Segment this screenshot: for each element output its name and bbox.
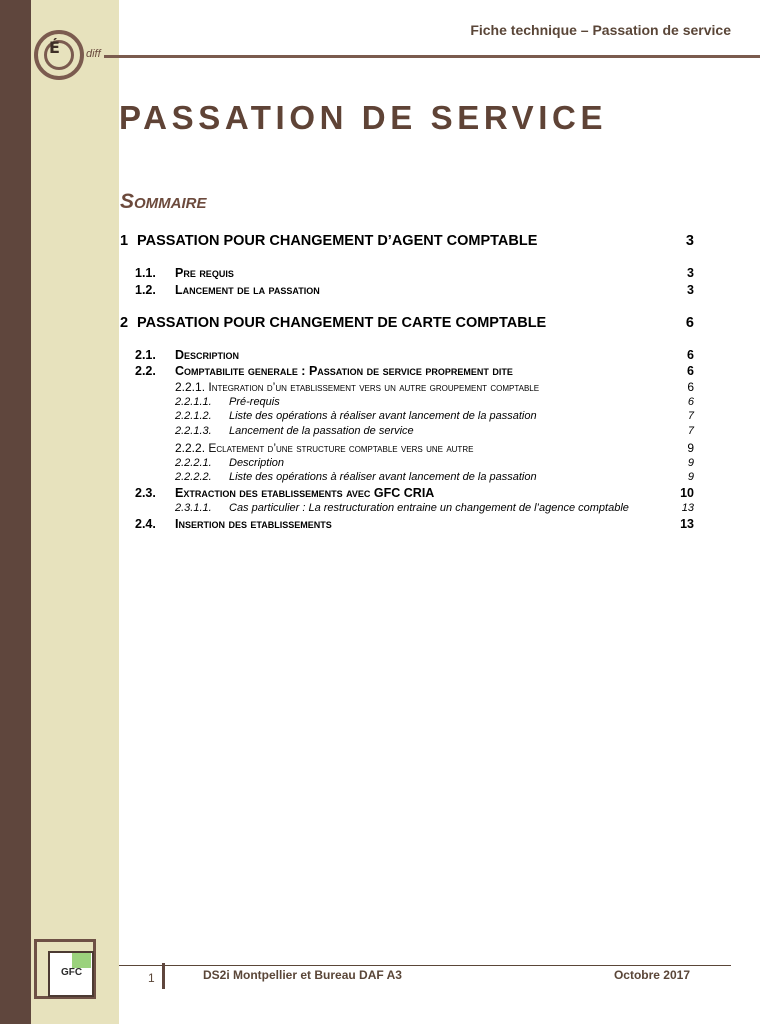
document-title: PASSATION DE SERVICE [119,99,608,136]
toc-heading: Sommaire [120,190,207,213]
toc-entry-number: 2.2.2.2. [175,471,212,483]
toc-entry-page: 3 [687,283,694,297]
toc-entry-label: PASSATION POUR CHANGEMENT D’AGENT COMPTABLE [137,233,538,249]
toc-entry-page: 9 [687,471,694,483]
toc-entry-page: 9 [687,441,694,455]
toc-entry-number: 2.3.1.1. [175,502,212,514]
toc-entry-number: 2.1. [135,348,156,362]
toc-entry-number: 1.1. [135,266,156,280]
toc-entry-page: 3 [685,233,694,249]
toc-entry-page: 10 [680,486,694,500]
toc-entry-label: Description [175,348,240,362]
toc-entry-number: 2.2.1.3. [175,425,212,437]
toc-entry-label: Comptabilite generale : Passation de service proprement dite [175,364,513,378]
toc-entry-number: 2.4. [135,517,156,531]
toc-entry-label: PASSATION POUR CHANGEMENT DE CARTE COMPTABLE [137,315,547,331]
toc-entry-page: 13 [680,517,694,531]
toc-entry-label: Liste des opérations à réaliser avant lancement de la passation [229,410,537,422]
toc-entry-page: 6 [685,315,694,331]
toc-entry-page: 7 [687,425,694,437]
toc-entry-page: 6 [687,396,694,408]
toc-entry-label: Insertion des etablissements [175,517,332,531]
toc-entry-label: 2.2.2. Eclatement d’une structure comptable vers une autre [175,441,474,455]
gfc-badge-text: GFC [61,967,83,978]
toc-entry-number: 2.2.2.1. [175,457,212,469]
toc-entry-number: 2.2.1.1. [175,396,212,408]
gfc-badge-accent [72,953,91,968]
toc-entry-page: 6 [687,348,694,362]
toc-entry-label: Lancement de la passation [175,283,320,297]
ediff-logo [34,30,84,80]
toc-entry-page: 3 [687,266,694,280]
toc-entry-label: 2.2.1. Integration d’un etablissement vers un autre groupement comptable [175,380,540,394]
header-rule [104,55,760,58]
toc-entry-label: Lancement de la passation de service [229,425,414,437]
toc-entry-page: 7 [687,410,694,422]
footer-organization: DS2i Montpellier et Bureau DAF A3 [203,968,402,982]
toc-entry-number: 2 [120,315,129,331]
footer-separator [162,963,165,989]
toc-entry-label: Pré-requis [229,396,280,408]
footer-rule [119,965,731,966]
logo-letter: É [49,38,60,57]
toc-entry-page: 6 [687,364,694,378]
toc-entry-number: 1.2. [135,283,156,297]
toc-entry-number: 2.2. [135,364,156,378]
toc-entry-label: Description [229,457,285,469]
toc-entry-number: 2.2.1.2. [175,410,212,422]
header-title: Fiche technique – Passation de service [470,22,731,38]
toc-entry-label: Extraction des etablissements avec GFC CRIA [175,486,435,500]
left-light-band [31,0,119,1024]
toc-entry-page: 13 [681,502,694,514]
toc-entry-label: Cas particulier : La restructuration entraine un changement de l’agence comptable [229,502,629,514]
logo-text: diff [86,48,101,60]
toc-entry-number: 2.3. [135,486,156,500]
toc-entry-page: 6 [687,380,694,394]
footer-page-number: 1 [148,971,155,985]
toc-entry-number: 1 [120,233,129,249]
toc-entry-label: Pre requis [175,266,234,280]
toc-entry-page: 9 [687,457,694,469]
footer-date: Octobre 2017 [613,968,690,982]
left-dark-band [0,0,31,1024]
toc-entry-label: Liste des opérations à réaliser avant lancement de la passation [229,471,537,483]
